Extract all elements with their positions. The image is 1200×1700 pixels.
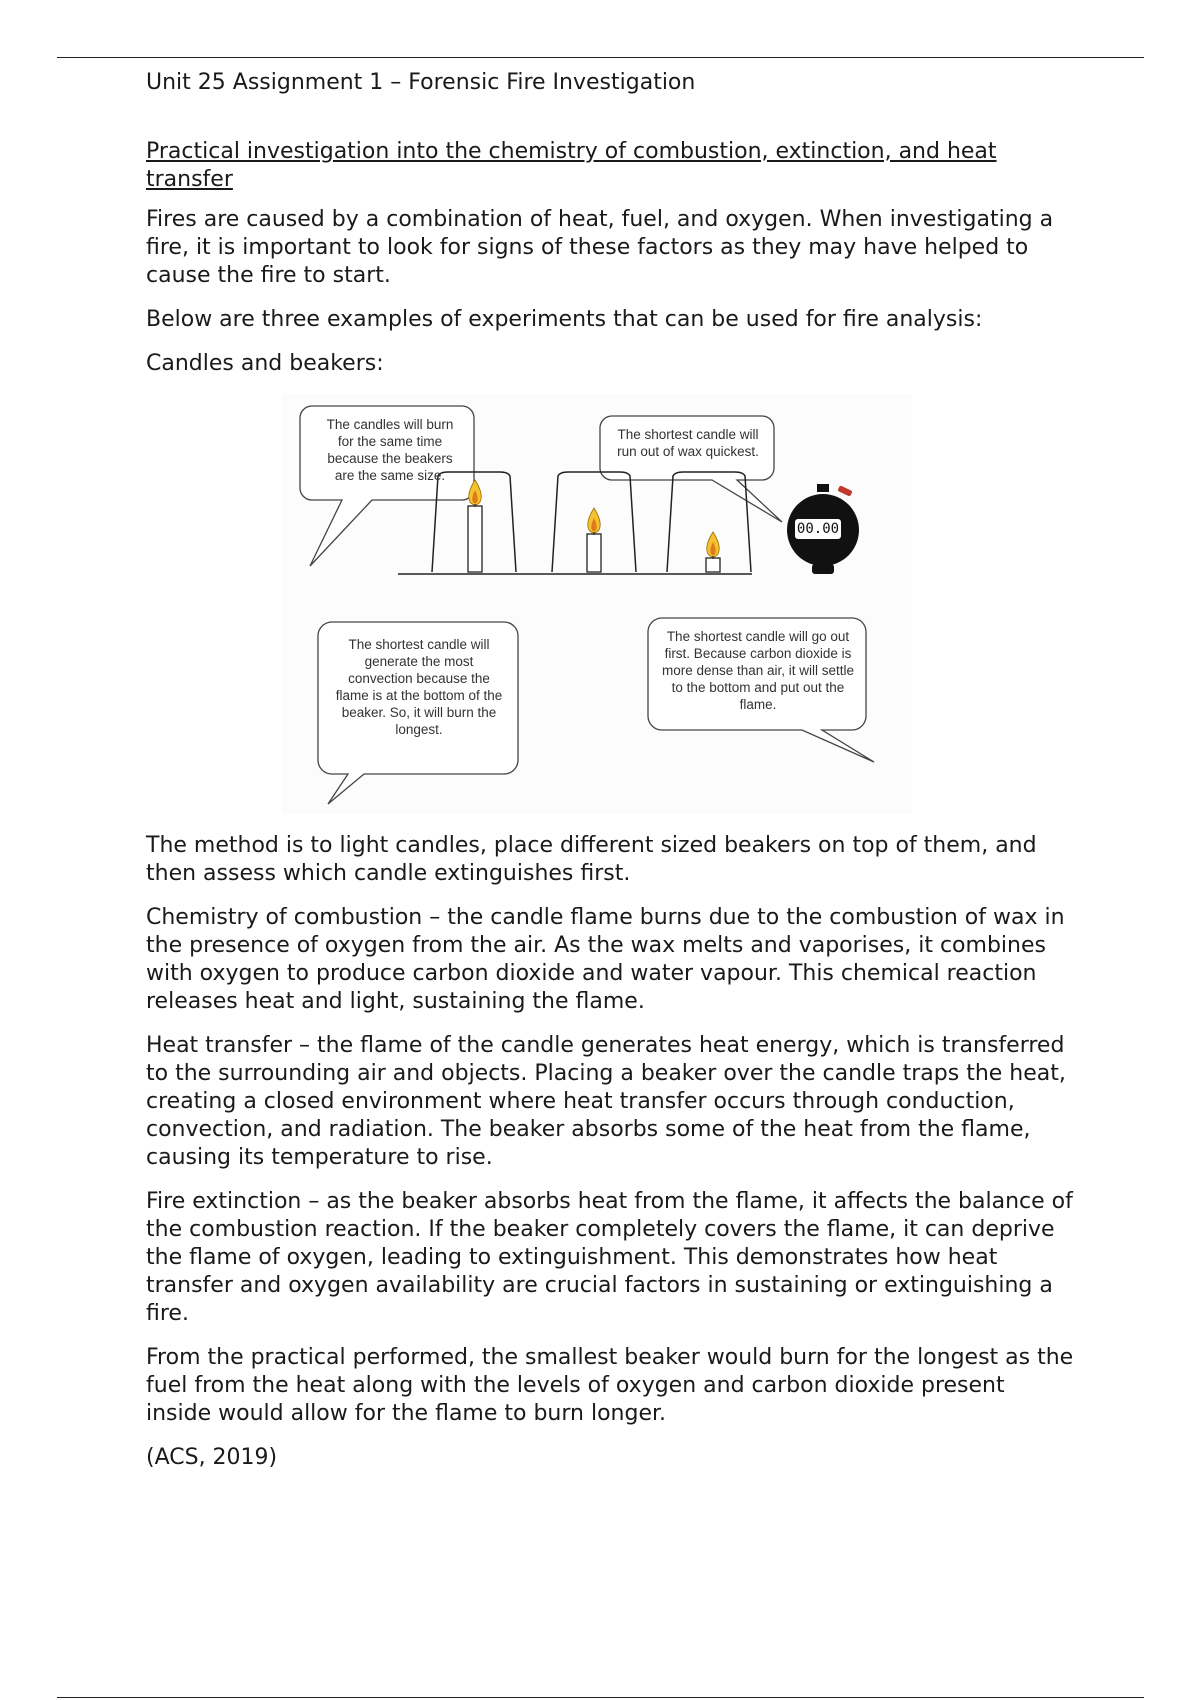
flame-icon (707, 532, 719, 559)
candle-tall (468, 506, 482, 572)
extinction-paragraph: Fire extinction – as the beaker absorbs heat from the flame, it affects the balance of the combustion reaction. If the beaker completely covers the flame, it can deprive the flame of oxygen, leading to extinguishment. This demonstrates how heat transfer and oxygen availability are crucial factors in sustaining or extinguishing a fire. (146, 1189, 1073, 1326)
candle-short (706, 558, 720, 572)
subheading-candles-beakers: Candles and beakers: (146, 351, 384, 376)
bubble-text-convection: The shortest candle will generate the most convection because the flame is at the bottom of the beaker. So, it will burn the longest. (335, 637, 503, 737)
heat-transfer-paragraph: Heat transfer – the flame of the candle generates heat energy, which is transferred to the surrounding air and objects. Placing a beaker over the candle traps the heat, creating a closed environment where heat transfer occurs through conduction, convection, and radiation. The beaker absorbs some of the heat from the flame, causing its temperature to rise. (146, 1033, 1066, 1170)
intro-paragraph: Fires are caused by a combination of heat, fuel, and oxygen. When investigating a fire, it is important to look for signs of these factors as they may have helped to cause the fire to start. (146, 207, 1054, 288)
combustion-paragraph: Chemistry of combustion – the candle flame burns due to the combustion of wax in the presence of oxygen from the air. As the wax melts and vaporises, it combines with oxygen to produce carbon dioxide and water vapour. This chemical reaction releases heat and light, sustaining the flame. (146, 905, 1065, 1014)
method-paragraph: The method is to light candles, place different sized beakers on top of them, and then assess which candle extinguishes first. (146, 833, 1037, 886)
stopwatch-display: 00.00 (796, 521, 840, 537)
bubble-text-run-out: The shortest candle will run out of wax quickest. (617, 427, 759, 459)
top-rule (57, 57, 1144, 58)
examples-paragraph: Below are three examples of experiments that can be used for fire analysis: (146, 307, 983, 332)
section-heading: Practical investigation into the chemistry of combustion, extinction, and heat transfer (146, 139, 997, 192)
candles-beakers-figure (282, 394, 912, 814)
bubble-text-out-first: The shortest candle will go out first. Because carbon dioxide is more dense than air, it will settle to the bottom and put out the flame. (661, 629, 855, 712)
citation: (ACS, 2019) (146, 1445, 278, 1470)
conclusion-paragraph: From the practical performed, the smallest beaker would burn for the longest as the fuel from the heat along with the levels of oxygen and carbon dioxide present inside would allow for the flame to burn longer. (146, 1345, 1074, 1426)
document-header: Unit 25 Assignment 1 – Forensic Fire Investigation (146, 70, 696, 95)
document-body (146, 68, 1076, 1488)
candle-medium (587, 534, 601, 572)
bottom-rule (57, 1697, 1144, 1698)
flame-icon (588, 508, 600, 535)
bubble-text-same-time: The candles will burn for the same time because the beakers are the same size. (326, 417, 454, 483)
